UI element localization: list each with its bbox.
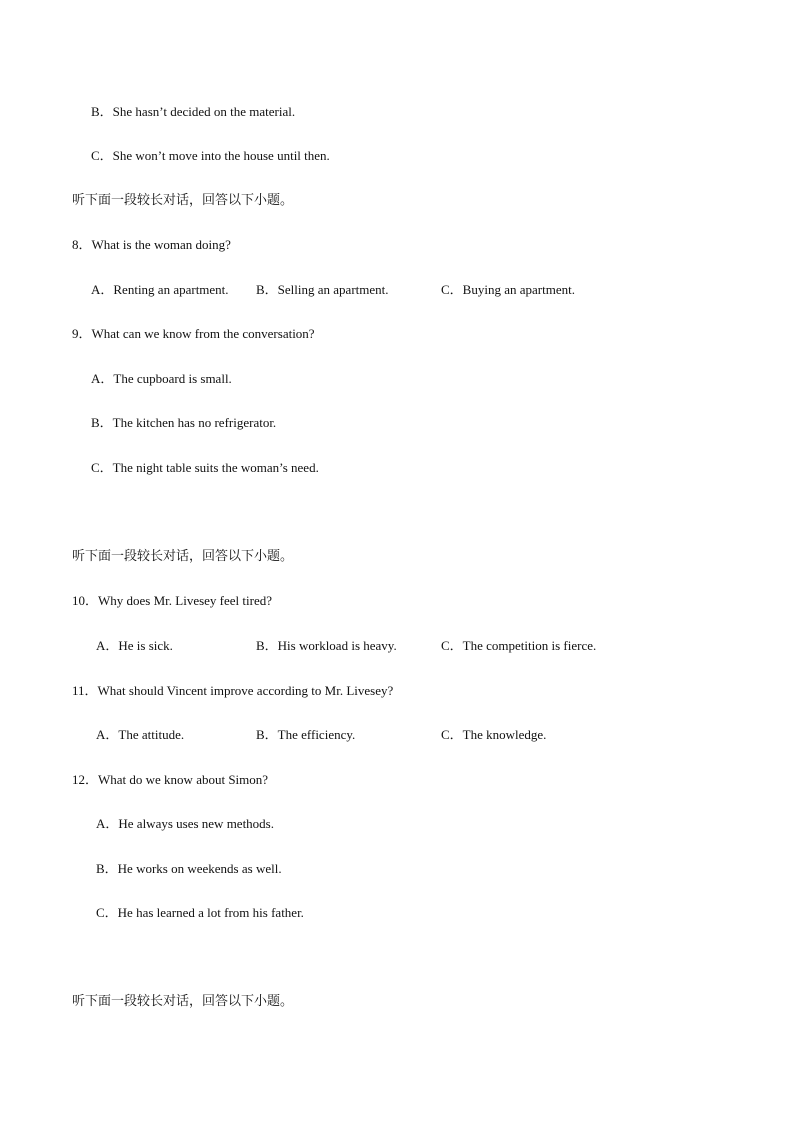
q10-option-b: B．His workload is heavy.: [256, 638, 397, 653]
question-12: 12．What do we know about Simon?: [72, 772, 269, 787]
section-instruction: 听下面一段较长对话，回答以下小题。: [72, 549, 294, 564]
section-instruction: 听下面一段较长对话，回答以下小题。: [72, 193, 294, 208]
q12-option-b: B．He works on weekends as well.: [96, 861, 282, 876]
q10-option-a: A．He is sick.: [96, 638, 173, 653]
q8-option-a: A．Renting an apartment.: [91, 282, 229, 297]
question-10: 10．Why does Mr. Livesey feel tired?: [72, 593, 272, 608]
q9-option-b: B．The kitchen has no refrigerator.: [91, 415, 277, 430]
q9-option-c: C．The night table suits the woman’s need.: [91, 460, 319, 475]
q8-option-c: C．Buying an apartment.: [441, 282, 575, 297]
q7-option-c: C．She won’t move into the house until then.: [91, 148, 330, 163]
q8-option-b: B．Selling an apartment.: [256, 282, 389, 297]
q12-option-c: C．He has learned a lot from his father.: [96, 905, 304, 920]
q11-option-c: C．The knowledge.: [441, 727, 547, 742]
q7-option-b: B．She hasn’t decided on the material.: [91, 104, 296, 119]
section-instruction: 听下面一段较长对话，回答以下小题。: [72, 994, 294, 1009]
question-11: 11．What should Vincent improve according to Mr. Livesey?: [72, 683, 394, 698]
q10-option-c: C．The competition is fierce.: [441, 638, 597, 653]
question-8: 8．What is the woman doing?: [72, 237, 231, 252]
q11-option-a: A．The attitude.: [96, 727, 185, 742]
q11-option-b: B．The efficiency.: [256, 727, 356, 742]
q12-option-a: A．He always uses new methods.: [96, 816, 274, 831]
q9-option-a: A．The cupboard is small.: [91, 371, 232, 386]
question-9: 9．What can we know from the conversation?: [72, 326, 315, 341]
